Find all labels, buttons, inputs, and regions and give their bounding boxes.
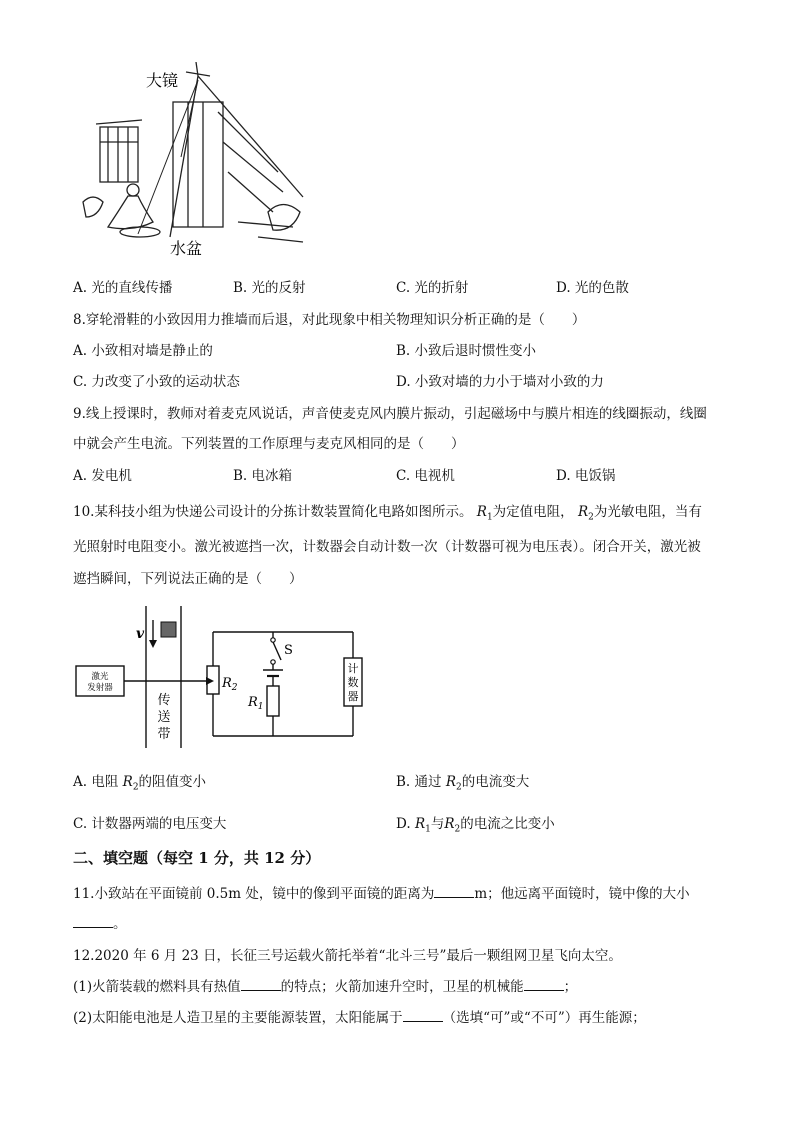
circuit-diagram (74, 600, 374, 752)
q10-option-a[interactable] (73, 770, 206, 793)
q12-part2-a: (2)太阳能电池是人造卫星的主要能源装置，太阳能属于 (73, 1010, 403, 1026)
q7-option-a[interactable]: A. 光的直线传播 (73, 280, 173, 296)
switch-contact-top (271, 638, 275, 642)
q9-option-b[interactable]: B. 电冰箱 (233, 468, 293, 484)
belt-char-1: 传 (157, 693, 171, 708)
laser-label-line1: 激光 (91, 672, 109, 682)
q7-option-c[interactable]: C. 光的折射 (396, 280, 469, 296)
q10-option-d-pre: D. (396, 816, 411, 832)
belt-char-3: 带 (157, 727, 171, 742)
q7-option-b[interactable]: B. 光的反射 (233, 280, 306, 296)
q8-stem: 8.穿轮滑鞋的小致因用力推墙而后退，对此现象中相关物理知识分析正确的是（ ） (73, 312, 586, 328)
q9-option-d[interactable]: D. 电饭锅 (556, 468, 616, 484)
q9-line1: 9.线上授课时，教师对着麦克风说话，声音使麦克风内膜片振动，引起磁场中与膜片相连的线圈振动，线圈 (73, 406, 707, 422)
q8-option-c[interactable]: C. 力改变了小致的运动状态 (73, 374, 240, 390)
q10-r2-sub: 2 (588, 512, 594, 523)
q11-line1-a: 11.小致站在平面镜前 0.5m 处，镜中的像到平面镜的距离为 (73, 886, 435, 902)
q10-option-d-symbol-2: R (444, 816, 455, 832)
mirror-label: 大镜 (146, 71, 179, 90)
q10-line3: 遮挡瞬间，下列说法正确的是（ ） (73, 571, 303, 587)
q12-blank-3[interactable] (403, 1009, 443, 1022)
q8-option-a[interactable]: A. 小致相对墙是静止的 (73, 343, 213, 359)
q10-option-d[interactable] (396, 812, 555, 835)
q10-option-d-symbol-1: R (414, 816, 426, 832)
q10-option-b[interactable] (396, 770, 529, 793)
q10-option-a-post: 的阻值变小 (138, 774, 207, 790)
q10-option-a-sub: 2 (132, 782, 139, 793)
section2-title: 二、填空题（每空 1 分，共 12 分） (73, 849, 321, 867)
laser-label-line2: 发射器 (87, 683, 113, 693)
q8-option-b[interactable]: B. 小致后退时惯性变小 (396, 343, 537, 359)
q10-line1 (73, 500, 702, 523)
circuit-r1-sub: 1 (257, 702, 264, 712)
basin-label: 水盆 (170, 239, 203, 258)
q10-line2: 光照射时电阻变小。激光被遮挡一次，计数器会自动计数一次（计数器可视为电压表）。闭合开关，激光被 (73, 539, 701, 555)
q9-option-a[interactable]: A. 发电机 (73, 468, 132, 484)
q10-option-d-mid: 与 (430, 816, 445, 832)
q10-line1-b: 为定值电阻， (492, 504, 574, 520)
q10-r1-sub: 1 (486, 512, 493, 523)
q11-blank-1[interactable] (434, 885, 474, 898)
q12-part2-b: （选填“可”或“不可”）再生能源； (442, 1010, 646, 1026)
r1-resistor (267, 686, 279, 716)
q12-stem: 12.2020 年 6 月 23 日，长征三号运载火箭托举着“北斗三号”最后一颗组网卫星飞向太空。 (73, 948, 622, 964)
q11-line1-b: m；他远离平面镜时，镜中像的大小 (474, 886, 690, 902)
circuit-r2-symbol: R (222, 676, 232, 691)
velocity-label: v (136, 626, 145, 642)
q11-line2-end: 。 (113, 916, 127, 932)
q10-option-b-pre: B. 通过 (396, 774, 442, 790)
switch-blade (273, 642, 281, 660)
circuit-r1-label (247, 695, 264, 712)
switch-contact-bottom (271, 660, 275, 664)
q10-option-a-symbol: R (122, 774, 133, 790)
q10-option-b-sub: 2 (455, 782, 462, 793)
package-block (161, 622, 176, 637)
q10-option-b-symbol: R (445, 774, 456, 790)
q10-line1-a: 10.某科技小组为快递公司设计的分拣计数装置简化电路如图所示。 (73, 504, 473, 520)
q12-blank-1[interactable] (241, 978, 281, 991)
counter-char-1: 计 (347, 662, 359, 675)
velocity-arrowhead (149, 640, 157, 648)
circuit-r1-symbol: R (248, 695, 258, 710)
q10-option-d-sub-2: 2 (454, 824, 461, 835)
q11-line2 (73, 912, 127, 932)
q10-r1-symbol: R (476, 504, 487, 520)
laser-arrowhead (206, 677, 214, 685)
circuit-r2-label (221, 676, 238, 693)
q12-part1-a: (1)火箭装载的燃料具有热值 (73, 979, 241, 995)
q11-line1 (73, 882, 690, 902)
q12-part1 (73, 975, 577, 995)
q10-r2-symbol: R (577, 504, 589, 520)
q8-option-d[interactable]: D. 小致对墙的力小于墙对小致的力 (396, 374, 604, 390)
periscope-illustration (78, 62, 310, 262)
q11-blank-2[interactable] (73, 915, 113, 928)
circuit-switch-label: S (284, 643, 293, 658)
q12-blank-2[interactable] (524, 978, 564, 991)
q7-option-d[interactable]: D. 光的色散 (556, 280, 629, 296)
q10-line1-c: 为光敏电阻，当有 (593, 504, 702, 520)
q9-line2: 中就会产生电流。下列装置的工作原理与麦克风相同的是（ ） (73, 436, 465, 452)
q10-option-c[interactable]: C. 计数器两端的电压变大 (73, 816, 227, 832)
counter-char-2: 数 (347, 676, 359, 689)
q12-part1-b: 的特点；火箭加速升空时，卫星的机械能 (280, 979, 524, 995)
q10-option-b-post: 的电流变大 (461, 774, 530, 790)
counter-char-3: 器 (347, 690, 359, 703)
belt-char-2: 送 (157, 710, 171, 725)
q9-option-c[interactable]: C. 电视机 (396, 468, 455, 484)
q10-option-d-sub-1: 1 (425, 824, 431, 835)
q12-part2 (73, 1006, 646, 1026)
circuit-r2-sub: 2 (231, 683, 238, 693)
q10-option-d-post: 的电流之比变小 (460, 816, 555, 832)
q10-option-a-pre: A. 电阻 (73, 774, 119, 790)
q12-part1-c: ； (563, 979, 578, 995)
